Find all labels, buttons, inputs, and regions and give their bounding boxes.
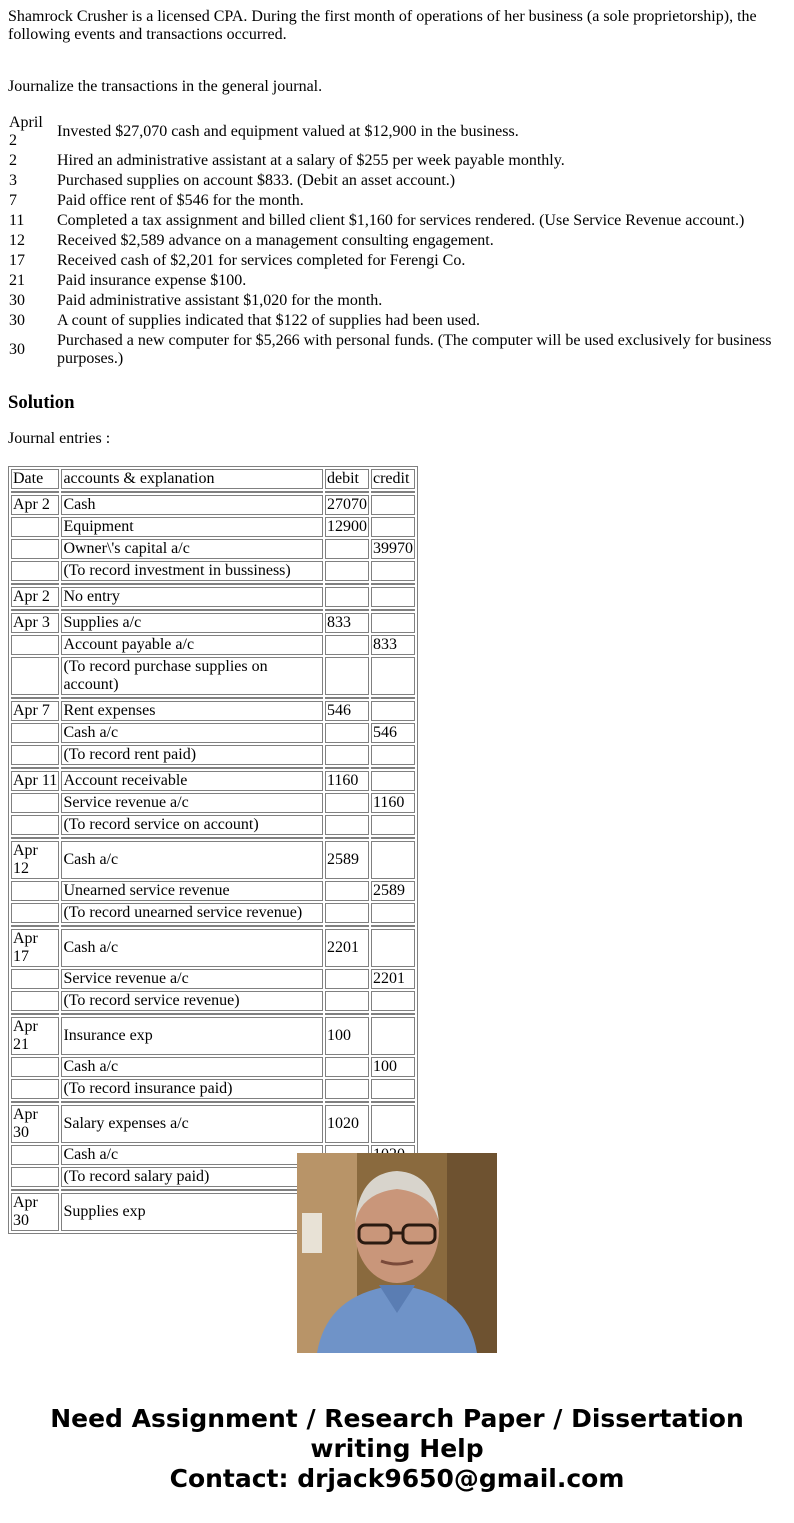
journal-debit-cell: 100 xyxy=(325,1017,369,1055)
separator-cell xyxy=(11,1013,59,1015)
journal-credit-cell xyxy=(371,613,415,633)
journal-debit-cell xyxy=(325,1079,369,1099)
separator-cell xyxy=(371,609,415,611)
journal-row xyxy=(11,903,415,923)
journal-debit-cell xyxy=(325,991,369,1011)
separator-cell xyxy=(11,767,59,769)
transaction-row xyxy=(8,312,784,330)
question-intro: Shamrock Crusher is a licensed CPA. During the first month of operations of her business (a sole proprietorship), the following events and transactions occurred. xyxy=(8,8,757,43)
transaction-date: 2 xyxy=(9,152,17,169)
journal-account-cell: Insurance exp xyxy=(61,1017,323,1055)
journal-debit-cell xyxy=(325,969,369,989)
separator-cell xyxy=(61,1013,323,1015)
transaction-date: 17 xyxy=(9,252,25,269)
journal-credit-cell: 546 xyxy=(371,723,415,743)
transaction-text: Invested $27,070 cash and equipment valued at $12,900 in the business. xyxy=(57,123,519,140)
journal-account-cell: Cash a/c xyxy=(61,1057,323,1077)
author-avatar xyxy=(297,1153,497,1353)
journal-credit-cell xyxy=(371,561,415,581)
question-instruction: Journalize the transactions in the general journal. xyxy=(8,78,323,95)
journal-date-cell xyxy=(11,793,59,813)
journal-credit-cell xyxy=(371,841,415,879)
journal-credit-cell xyxy=(371,745,415,765)
journal-debit-cell: 12900 xyxy=(326,518,367,535)
journal-group-separator xyxy=(11,837,415,839)
separator-cell xyxy=(61,925,323,927)
journal-credit-cell: 2201 xyxy=(371,969,415,989)
header-date: Date xyxy=(11,469,59,489)
journal-credit-cell xyxy=(371,657,415,695)
journal-debit-cell xyxy=(325,881,369,901)
journal-account-cell: (To record unearned service revenue) xyxy=(61,903,323,923)
header-credit: credit xyxy=(371,469,415,489)
journal-row xyxy=(11,701,415,721)
journal-date-cell xyxy=(11,991,59,1011)
document-body xyxy=(8,8,786,1229)
journal-group-separator xyxy=(11,583,415,585)
journal-account-cell: (To record rent paid) xyxy=(61,745,323,765)
transaction-text: Purchased supplies on account $833. (Debit an asset account.) xyxy=(57,172,456,189)
journal-account-cell: (To record salary paid) xyxy=(61,1167,323,1187)
journal-account-cell: (To record service revenue) xyxy=(61,991,323,1011)
transaction-date: 30 xyxy=(9,341,25,358)
journal-row xyxy=(11,587,415,607)
promo-line-2: writing Help xyxy=(310,1434,484,1463)
journal-account-cell: Cash xyxy=(61,495,323,515)
transaction-text: Paid office rent of $546 for the month. xyxy=(57,192,304,209)
transaction-date: 12 xyxy=(9,232,25,249)
journal-debit-cell xyxy=(325,1057,369,1077)
journal-date-cell xyxy=(11,539,59,559)
journal-account-cell: Cash a/c xyxy=(61,1145,323,1165)
avatar-photo xyxy=(297,1153,497,1353)
transactions-table xyxy=(6,112,786,370)
journal-account-cell: Supplies a/c xyxy=(61,613,323,633)
separator-cell xyxy=(371,767,415,769)
transaction-row xyxy=(8,252,784,270)
journal-credit-cell xyxy=(371,701,415,721)
journal-credit-cell xyxy=(371,1105,415,1143)
separator-cell xyxy=(61,837,323,839)
transaction-text: Paid administrative assistant $1,020 for the month. xyxy=(57,292,383,309)
journal-date-cell: Apr 2 xyxy=(11,587,59,607)
transaction-row xyxy=(8,152,784,170)
journal-row xyxy=(11,991,415,1011)
journal-debit-cell: 27070 xyxy=(326,496,367,513)
journal-row xyxy=(11,635,415,655)
journal-date-cell xyxy=(11,1167,59,1187)
journal-debit-cell xyxy=(325,745,369,765)
journal-account-cell: Cash a/c xyxy=(61,841,323,879)
separator-cell xyxy=(11,609,59,611)
journal-date-cell: Apr 17 xyxy=(11,929,59,967)
journal-group-separator xyxy=(11,925,415,927)
journal-debit-cell xyxy=(325,903,369,923)
journal-debit-cell xyxy=(325,793,369,813)
journal-row xyxy=(11,1017,415,1055)
journal-date-cell: Apr 30 xyxy=(11,1105,59,1143)
journal-row xyxy=(11,1079,415,1099)
transaction-text: Paid insurance expense $100. xyxy=(57,272,247,289)
transaction-row xyxy=(8,192,784,210)
journal-date-cell xyxy=(11,1079,59,1099)
transaction-date: 11 xyxy=(9,212,25,229)
journal-credit-cell: 833 xyxy=(371,635,415,655)
journal-row xyxy=(11,793,415,813)
separator-cell xyxy=(11,697,59,699)
journal-credit-cell: 2589 xyxy=(371,881,415,901)
journal-group-separator xyxy=(11,767,415,769)
journal-date-cell xyxy=(11,635,59,655)
separator-cell xyxy=(371,697,415,699)
journal-credit-cell xyxy=(371,1017,415,1055)
journal-credit-cell: 100 xyxy=(371,1057,415,1077)
transaction-row xyxy=(8,114,784,150)
journal-account-cell: Account payable a/c xyxy=(61,635,323,655)
separator-cell xyxy=(325,1101,369,1103)
journal-date-cell: Apr 30 xyxy=(11,1193,59,1231)
journal-group-separator xyxy=(11,609,415,611)
journal-row xyxy=(11,613,415,633)
transaction-text: A count of supplies indicated that $122 of supplies had been used. xyxy=(57,312,481,329)
journal-debit-cell xyxy=(325,587,369,607)
journal-debit-cell xyxy=(325,539,369,559)
journal-group-separator xyxy=(11,1013,415,1015)
separator-cell xyxy=(11,1189,59,1191)
separator-cell xyxy=(325,491,369,493)
separator-cell xyxy=(11,583,59,585)
journal-row xyxy=(11,1057,415,1077)
separator-cell xyxy=(371,1101,415,1103)
journal-date-cell xyxy=(11,561,59,581)
header-account: accounts & explanation xyxy=(61,469,323,489)
separator-cell xyxy=(371,491,415,493)
journal-debit-cell: 546 xyxy=(325,701,369,721)
journal-date-cell: Apr 12 xyxy=(11,841,59,879)
journal-group-separator xyxy=(11,1101,415,1103)
separator-cell xyxy=(371,1013,415,1015)
separator-cell xyxy=(61,1189,323,1191)
transaction-date: 21 xyxy=(9,272,25,289)
separator-cell xyxy=(11,1101,59,1103)
separator-cell xyxy=(11,491,59,493)
journal-table xyxy=(8,466,418,1234)
journal-row xyxy=(11,517,415,537)
separator-cell xyxy=(61,491,323,493)
separator-cell xyxy=(11,837,59,839)
journal-date-cell xyxy=(11,969,59,989)
journal-date-cell: Apr 2 xyxy=(11,495,59,515)
journal-credit-cell xyxy=(371,771,415,791)
separator-cell xyxy=(61,609,323,611)
journal-date-cell: Apr 11 xyxy=(11,771,59,791)
separator-cell xyxy=(325,925,369,927)
journal-row xyxy=(11,745,415,765)
transaction-row xyxy=(8,172,784,190)
journal-debit-cell: 2589 xyxy=(325,841,369,879)
journal-date-cell xyxy=(11,1145,59,1165)
journal-credit-cell xyxy=(371,903,415,923)
separator-cell xyxy=(61,583,323,585)
transaction-text: Received cash of $2,201 for services completed for Ferengi Co. xyxy=(57,252,466,269)
journal-account-cell: No entry xyxy=(61,587,323,607)
journal-date-cell xyxy=(11,1057,59,1077)
transaction-row xyxy=(8,272,784,290)
journal-date-cell xyxy=(11,881,59,901)
journal-account-cell: Equipment xyxy=(61,517,323,537)
journal-account-cell: (To record service on account) xyxy=(61,815,323,835)
separator-cell xyxy=(371,925,415,927)
journal-row xyxy=(11,929,415,967)
journal-date-cell xyxy=(11,657,59,695)
separator-cell xyxy=(325,837,369,839)
journal-row xyxy=(11,1105,415,1143)
journal-row xyxy=(11,969,415,989)
journal-debit-cell: 2201 xyxy=(325,929,369,967)
journal-row xyxy=(11,815,415,835)
journal-table-viewport xyxy=(8,466,418,1229)
journal-row xyxy=(11,561,415,581)
journal-date-cell: Apr 7 xyxy=(11,701,59,721)
journal-row xyxy=(11,841,415,879)
journal-debit-cell: 1020 xyxy=(325,1105,369,1143)
journal-account-cell: Supplies exp xyxy=(61,1193,323,1231)
separator-cell xyxy=(61,697,323,699)
journal-account-cell: Owner\'s capital a/c xyxy=(61,539,323,559)
separator-cell xyxy=(325,609,369,611)
journal-debit-cell xyxy=(325,657,369,695)
journal-account-cell: Unearned service revenue xyxy=(61,881,323,901)
journal-debit-cell xyxy=(325,815,369,835)
journal-row xyxy=(11,657,415,695)
journal-debit-cell: 833 xyxy=(325,613,369,633)
journal-account-cell: Account receivable xyxy=(61,771,323,791)
separator-cell xyxy=(61,767,323,769)
journal-debit-cell: 1160 xyxy=(325,771,369,791)
journal-entries-label: Journal entries : xyxy=(8,430,111,447)
transaction-date: 30 xyxy=(9,312,25,329)
journal-credit-cell: 1160 xyxy=(371,793,415,813)
journal-date-cell xyxy=(11,723,59,743)
separator-cell xyxy=(325,1013,369,1015)
journal-account-cell: (To record insurance paid) xyxy=(61,1079,323,1099)
separator-cell xyxy=(371,837,415,839)
journal-date-cell xyxy=(11,815,59,835)
transaction-text: Hired an administrative assistant at a salary of $255 per week payable monthly. xyxy=(57,152,565,169)
journal-account-cell: Cash a/c xyxy=(61,929,323,967)
journal-account-cell: Salary expenses a/c xyxy=(61,1105,323,1143)
separator-cell xyxy=(61,1101,323,1103)
journal-row xyxy=(11,723,415,743)
journal-date-cell xyxy=(11,517,59,537)
separator-cell xyxy=(325,583,369,585)
journal-credit-cell: 39970 xyxy=(371,539,415,559)
journal-date-cell xyxy=(11,745,59,765)
separator-cell xyxy=(11,925,59,927)
journal-debit-cell xyxy=(325,723,369,743)
transaction-text: Received $2,589 advance on a management consulting engagement. xyxy=(57,232,494,249)
journal-account-cell: Service revenue a/c xyxy=(61,969,323,989)
journal-row xyxy=(11,495,415,515)
solution-heading: Solution xyxy=(8,392,75,413)
journal-group-separator xyxy=(11,491,415,493)
promo-banner xyxy=(0,1404,794,1494)
separator-cell xyxy=(325,767,369,769)
journal-date-cell xyxy=(11,903,59,923)
journal-row xyxy=(11,771,415,791)
journal-credit-cell xyxy=(371,991,415,1011)
journal-date-cell: Apr 3 xyxy=(11,613,59,633)
transaction-text: Completed a tax assignment and billed client $1,160 for services rendered. (Use Service Revenue account.) xyxy=(57,212,745,229)
journal-account-cell: Cash a/c xyxy=(61,723,323,743)
journal-account-cell: (To record investment in bussiness) xyxy=(61,561,323,581)
journal-credit-cell xyxy=(371,929,415,967)
transaction-date: April 2 xyxy=(9,114,43,149)
journal-account-cell: (To record purchase supplies on account) xyxy=(61,657,323,695)
journal-debit-cell xyxy=(325,635,369,655)
transaction-date: 7 xyxy=(9,192,17,209)
journal-credit-cell xyxy=(371,587,415,607)
journal-credit-cell xyxy=(371,517,415,537)
journal-account-cell: Rent expenses xyxy=(61,701,323,721)
transaction-date: 30 xyxy=(9,292,25,309)
transaction-row xyxy=(8,232,784,250)
promo-line-3: Contact: drjack9650@gmail.com xyxy=(169,1464,625,1493)
journal-header-row xyxy=(11,469,415,489)
transaction-row xyxy=(8,332,784,368)
journal-row xyxy=(11,881,415,901)
journal-credit-cell xyxy=(371,815,415,835)
transaction-row xyxy=(8,292,784,310)
transaction-row xyxy=(8,212,784,230)
separator-cell xyxy=(325,697,369,699)
journal-group-separator xyxy=(11,697,415,699)
transaction-date: 3 xyxy=(9,172,17,189)
separator-cell xyxy=(371,583,415,585)
journal-account-cell: Service revenue a/c xyxy=(61,793,323,813)
journal-credit-cell xyxy=(371,1079,415,1099)
promo-line-1: Need Assignment / Research Paper / Dissertation xyxy=(50,1404,744,1433)
journal-row xyxy=(11,539,415,559)
journal-debit-cell xyxy=(325,561,369,581)
journal-date-cell: Apr 21 xyxy=(11,1017,59,1055)
journal-credit-cell xyxy=(371,495,415,515)
transaction-text: Purchased a new computer for $5,266 with personal funds. (The computer will be used exclusively for business purposes.) xyxy=(57,332,772,367)
header-debit: debit xyxy=(325,469,369,489)
